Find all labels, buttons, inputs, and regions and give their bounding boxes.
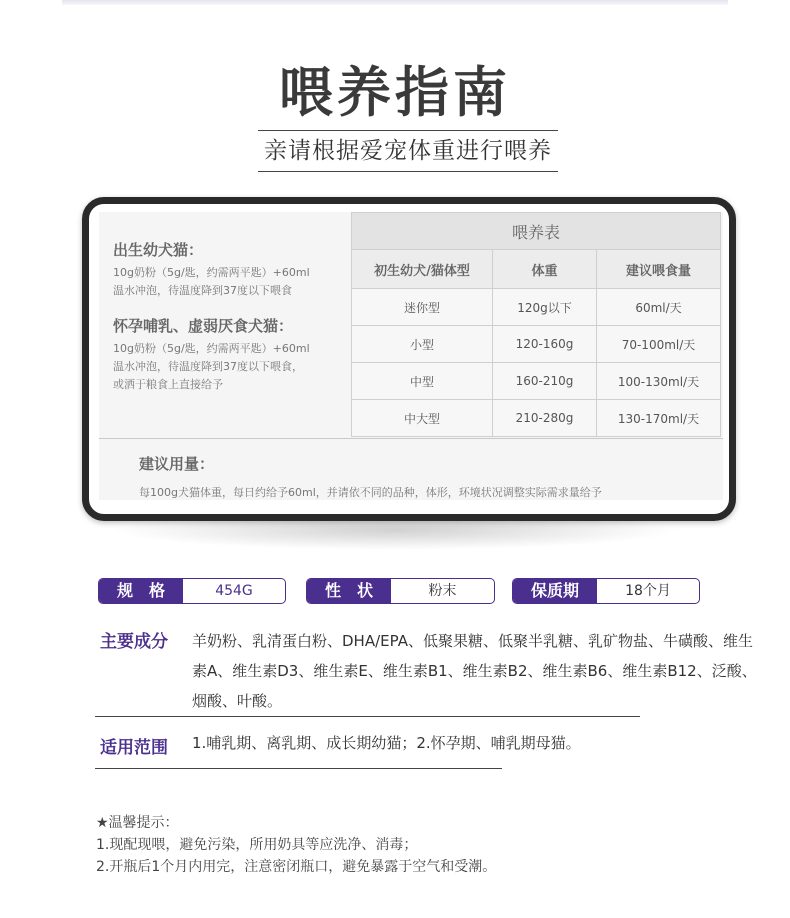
pregnant-title: 怀孕哺乳、虚弱厌食犬猫：: [113, 317, 294, 335]
page-title: 喂养指南: [279, 61, 511, 124]
usage-section: [139, 454, 699, 500]
cell-weight: 120g以下: [493, 289, 597, 326]
spec-shelf-life: [512, 578, 700, 604]
cell-amount: 130-170ml/天: [597, 400, 721, 437]
spec-size-value: 454G: [215, 583, 253, 599]
feeding-table: [351, 212, 721, 437]
table-row: [352, 363, 721, 400]
ingredients-divider: [95, 716, 640, 717]
feeding-guide-card: [82, 197, 736, 521]
newborn-title: 出生幼犬猫：: [113, 241, 204, 259]
scope-label: 适用范围: [100, 738, 168, 758]
cell-weight: 120-160g: [493, 326, 597, 363]
pregnant-line-3: 或洒于粮食上直接给予: [113, 378, 223, 391]
newborn-line-1: 10g奶粉（5g/匙，约需两平匙）+60ml: [113, 266, 310, 279]
pregnant-text: [113, 340, 353, 394]
usage-text: 每100g犬猫体重，每日约给予60ml，并请依不同的品种，体形，环境状况调整实际需求量给予: [139, 486, 602, 499]
tip-item: 2.开瓶后1个月内用完，注意密闭瓶口，避免暴露于空气和受潮。: [96, 859, 497, 875]
cell-weight: 210-280g: [493, 400, 597, 437]
top-divider: [62, 0, 728, 5]
card-divider: [99, 438, 723, 439]
cell-amount: 100-130ml/天: [597, 363, 721, 400]
card-inner: [99, 212, 723, 500]
cell-weight: 160-210g: [493, 363, 597, 400]
ingredients-text: 羊奶粉、乳清蛋白粉、DHA/EPA、低聚果糖、低聚半乳糖、乳矿物盐、牛磺酸、维生素A、维生素D3、维生素E、维生素B1、维生素B2、维生素B6、维生素B12、泛酸、烟酸、叶酸。: [192, 632, 757, 710]
tip-item: 1.现配现喂，避免污染，所用奶具等应洗净、消毒；: [96, 837, 418, 853]
column-header-amount: 建议喂食量: [597, 250, 721, 289]
table-row: [352, 400, 721, 437]
spec-form-label: 性 状: [307, 579, 391, 603]
table-row: [352, 289, 721, 326]
guide-instructions: [113, 240, 353, 394]
spec-size-label: 规 格: [99, 579, 183, 603]
newborn-text: [113, 264, 353, 300]
spec-shelf-life-value: 18个月: [625, 583, 671, 599]
subtitle-box: [258, 130, 558, 172]
cell-amount: 60ml/天: [597, 289, 721, 326]
scope-divider: [95, 768, 502, 769]
cell-size: 迷你型: [352, 289, 493, 326]
column-header-weight: 体重: [493, 250, 597, 289]
pregnant-line-2: 温水冲泡，待温度降到37度以下喂食，: [113, 360, 303, 373]
cell-size: 中大型: [352, 400, 493, 437]
newborn-line-2: 温水冲泡，待温度降到37度以下喂食: [113, 284, 292, 297]
spec-shelf-life-label: 保质期: [513, 579, 597, 603]
feeding-table-title: 喂养表: [352, 213, 721, 250]
cell-size: 小型: [352, 326, 493, 363]
column-header-size: 初生幼犬/猫体型: [352, 250, 493, 289]
tips-title: ★温馨提示：: [96, 815, 179, 831]
scope-text: 1.哺乳期、离乳期、成长期幼猫；2.怀孕期、哺乳期母猫。: [192, 734, 581, 752]
usage-title: 建议用量：: [139, 455, 215, 473]
tips-section: [96, 812, 496, 878]
cell-amount: 70-100ml/天: [597, 326, 721, 363]
cell-size: 中型: [352, 363, 493, 400]
spec-form-value: 粉末: [428, 583, 457, 599]
table-row: [352, 326, 721, 363]
ingredients-label: 主要成分: [100, 632, 168, 652]
page-subtitle: 亲请根据爱宠体重进行喂养: [264, 138, 552, 164]
pregnant-line-1: 10g奶粉（5g/匙，约需两平匙）+60ml: [113, 342, 310, 355]
spec-size: [98, 578, 286, 604]
spec-form: [306, 578, 495, 604]
